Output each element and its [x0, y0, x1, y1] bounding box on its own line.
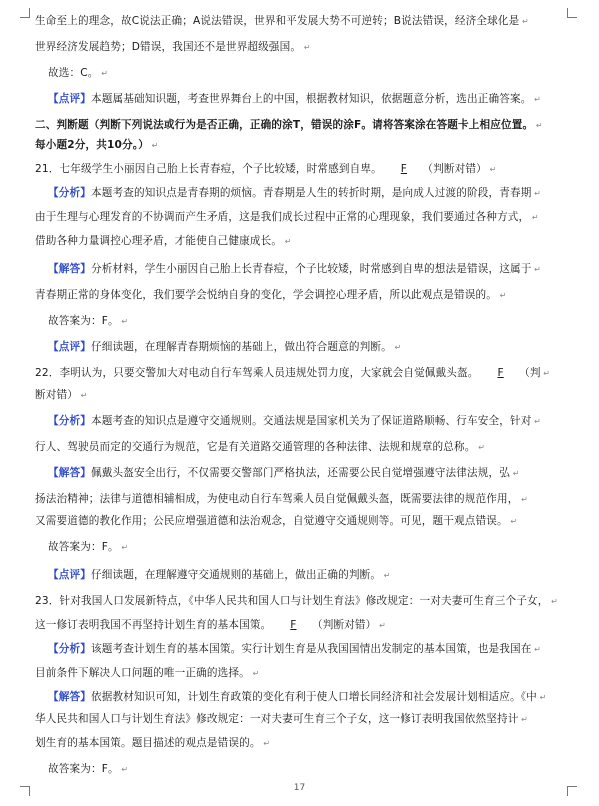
- page-number: 17: [293, 783, 306, 793]
- doc-line: [35, 210, 565, 225]
- crop-mark-top-right: [567, 8, 577, 18]
- doc-line: [48, 262, 565, 277]
- paragraph-mark-icon: ↵: [536, 693, 547, 702]
- doc-line: [48, 466, 565, 481]
- doc-line: [35, 594, 565, 609]
- section-tag: 【分析】: [48, 187, 91, 199]
- doc-line: [35, 712, 565, 727]
- paragraph-mark-icon: ↵: [381, 571, 391, 580]
- line-text: 行人、驾驶员而定的交通行为规范，它是有关道路交通管理的各种法律、法规和规章的总称。: [35, 441, 476, 453]
- judge-hint: （判断对错）: [311, 619, 377, 631]
- section-tag: 【解答】: [48, 263, 91, 275]
- line-text: 断对错）: [35, 389, 78, 401]
- paragraph-mark-icon: ↵: [249, 669, 260, 678]
- line-text: 故答案为：F。: [48, 763, 119, 775]
- paragraph-mark-icon: ↵: [118, 765, 129, 774]
- paragraph-mark-icon: ↵: [510, 469, 520, 478]
- doc-line: [35, 118, 565, 133]
- line-text: 该题考查计划生育的基本国策。实行计划生育是从我国国情出发制定的基本国策，也是我国在: [90, 643, 532, 655]
- doc-line: [35, 388, 565, 403]
- question-text: 21．七年级学生小丽因自己胎上长青春痘，个子比较矮，时常感到自卑。: [35, 163, 382, 175]
- doc-line: [35, 234, 565, 249]
- doc-line: [48, 314, 565, 329]
- line-text: 由于生理与心理发育的不协调而产生矛盾，这是我们成长过程中正常的心理现象，我们要通过各种方式，: [35, 211, 530, 223]
- section-tag: 【点评】: [48, 93, 91, 105]
- line-text: 仔细读题，在理解青春期烦恼的基础上，做出符合题意的判断。: [90, 341, 392, 353]
- paragraph-mark-icon: ↵: [496, 291, 507, 300]
- doc-line: [48, 568, 565, 583]
- paragraph-mark-icon: ↵: [531, 645, 542, 654]
- line-text: 华人民共和国人口与计划生育法》修改规定：一对夫妻可生育三个子女，这一修订表明我国依然坚持计: [35, 713, 519, 725]
- section-tag: 【解答】: [48, 467, 91, 479]
- line-text: 划生育的基本国策。题目描述的观点是错误的。: [35, 737, 261, 749]
- paragraph-mark-icon: ↵: [531, 189, 542, 198]
- doc-line: [48, 66, 565, 81]
- line-text: 世界经济发展趋势；D错误，我国还不是世界超级强国。: [35, 41, 302, 53]
- doc-line: [35, 666, 565, 681]
- doc-line: [48, 642, 565, 657]
- paragraph-mark-icon: ↵: [531, 265, 542, 274]
- line-text: 目前条件下解决人口问题的唯一正确的选择。: [35, 667, 250, 679]
- doc-line: [48, 186, 565, 201]
- doc-line: [35, 288, 565, 303]
- paragraph-mark-icon: ↵: [260, 739, 271, 748]
- doc-line: [48, 690, 565, 705]
- section-tag: 【点评】: [48, 341, 91, 353]
- doc-line: [35, 440, 565, 455]
- section-tag: 【分析】: [48, 643, 91, 655]
- question-text: 这一修订表明我国不再坚持计划生育的基本国策。: [35, 619, 272, 631]
- doc-line: [35, 40, 565, 55]
- paragraph-mark-icon: ↵: [475, 443, 486, 452]
- doc-line: [35, 618, 565, 633]
- crop-mark-top-left: [20, 8, 30, 18]
- doc-line: [35, 14, 565, 29]
- line-text: 故答案为：F。: [48, 541, 119, 553]
- line-text: 本题考查的知识点是青春期的烦恼。青春期是人生的转折时期，是向成人过渡的阶段，青春期: [90, 187, 532, 199]
- question-text: 22．李明认为，只要交警加大对电动自行车驾乘人员违规处罚力度，大家就会自觉佩戴头盔。: [35, 367, 479, 379]
- doc-line: [35, 492, 565, 507]
- line-text: 本题考查的知识点是遵守交通规则。交通法规是国家机关为了保证道路顺畅、行车安全，针对: [90, 415, 532, 427]
- answer-blank: F: [400, 163, 408, 175]
- paragraph-mark-icon: ↵: [301, 43, 311, 52]
- paragraph-mark-icon: ↵: [548, 597, 558, 606]
- paragraph-mark-icon: ↵: [533, 121, 543, 130]
- line-text: 仔细读题，在理解遵守交通规则的基础上，做出正确的判断。: [90, 569, 382, 581]
- line-text: 青春期正常的身体变化，我们要学会悦纳自身的变化，学会调控心理矛盾，所以此观点是错误的。: [35, 289, 497, 301]
- paragraph-mark-icon: ↵: [486, 165, 497, 174]
- line-text: 生命至上的理念，故C说法正确；A说法错误，世界和平发展大势不可逆转；B说法错误，经济全球化是: [35, 15, 520, 27]
- doc-line: [48, 92, 565, 107]
- line-text: 本题属基础知识题，考查世界舞台上的中国，根据教材知识，依据题意分析，选出正确答案。: [90, 93, 532, 105]
- answer-blank: F: [497, 367, 504, 379]
- section-tag: 【解答】: [48, 691, 91, 703]
- paragraph-mark-icon: ↵: [531, 417, 542, 426]
- line-text: 佩戴头盔安全出行，不仅需要交警部门严格执法，还需要公民自觉增强遵守法律法规，弘: [90, 467, 510, 479]
- paragraph-mark-icon: ↵: [518, 715, 529, 724]
- paragraph-mark-icon: ↵: [77, 391, 88, 400]
- doc-line: [35, 736, 565, 751]
- doc-line: [48, 414, 565, 429]
- paragraph-mark-icon: ↵: [282, 237, 292, 246]
- doc-line: [48, 540, 565, 555]
- section-tag: 【分析】: [48, 415, 91, 427]
- section-tag: 【点评】: [48, 569, 91, 581]
- paragraph-mark-icon: ↵: [98, 69, 109, 78]
- section-heading: 二、判断题（判断下列说法或行为是否正确，正确的涂T，错误的涂F。请将答案涂在答题卡上相应位置。: [35, 119, 534, 131]
- paragraph-mark-icon: ↵: [148, 141, 159, 150]
- line-text: 依据教材知识可知，计划生育政策的变化有利于使人口增长同经济和社会发展计划相适应。《中: [90, 691, 537, 703]
- paragraph-mark-icon: ↵: [118, 543, 129, 552]
- paragraph-mark-icon: ↵: [391, 343, 402, 352]
- paragraph-mark-icon: ↵: [519, 17, 529, 26]
- paragraph-mark-icon: ↵: [518, 495, 529, 504]
- judge-hint: （判断对错）: [422, 163, 487, 175]
- paragraph-mark-icon: ↵: [507, 517, 518, 526]
- doc-line: [35, 162, 565, 177]
- line-text: 借助各种力量调控心理矛盾，才能使自己健康成长。: [35, 235, 283, 247]
- paragraph-mark-icon: ↵: [118, 317, 129, 326]
- paragraph-mark-icon: ↵: [531, 95, 542, 104]
- line-text: 扬法治精神；法律与道德相辅相成，为使电动自行车驾乘人员自觉佩戴头盔，既需要法律的规范作用，: [35, 493, 519, 505]
- line-text: 故选：C。: [48, 67, 99, 79]
- doc-line: [35, 138, 565, 153]
- answer-blank: F: [290, 619, 297, 631]
- line-text: 分析材料，学生小丽因自己胎上长青春痘，个子比较矮，时常感到自卑的想法是错误，这属于: [90, 263, 532, 275]
- doc-line: [48, 762, 565, 777]
- section-heading: 每小题2分，共10分。）: [35, 139, 149, 151]
- paragraph-mark-icon: ↵: [540, 369, 551, 378]
- doc-line: [48, 340, 565, 355]
- line-text: 故答案为：F。: [48, 315, 119, 327]
- line-text: 又需要道德的教化作用；公民应增强道德和法治观念，自觉遵守交通规则等。可见，题干观点错误。: [35, 515, 508, 527]
- line-text: 23．针对我国人口发展新特点，《中华人民共和国人口与计划生育法》修改规定：一对夫妻可生育三个子女，: [35, 595, 549, 607]
- doc-line: [35, 514, 565, 529]
- paragraph-mark-icon: ↵: [376, 621, 386, 630]
- judge-hint: （判: [519, 367, 541, 379]
- doc-line: [35, 366, 565, 381]
- paragraph-mark-icon: ↵: [529, 213, 539, 222]
